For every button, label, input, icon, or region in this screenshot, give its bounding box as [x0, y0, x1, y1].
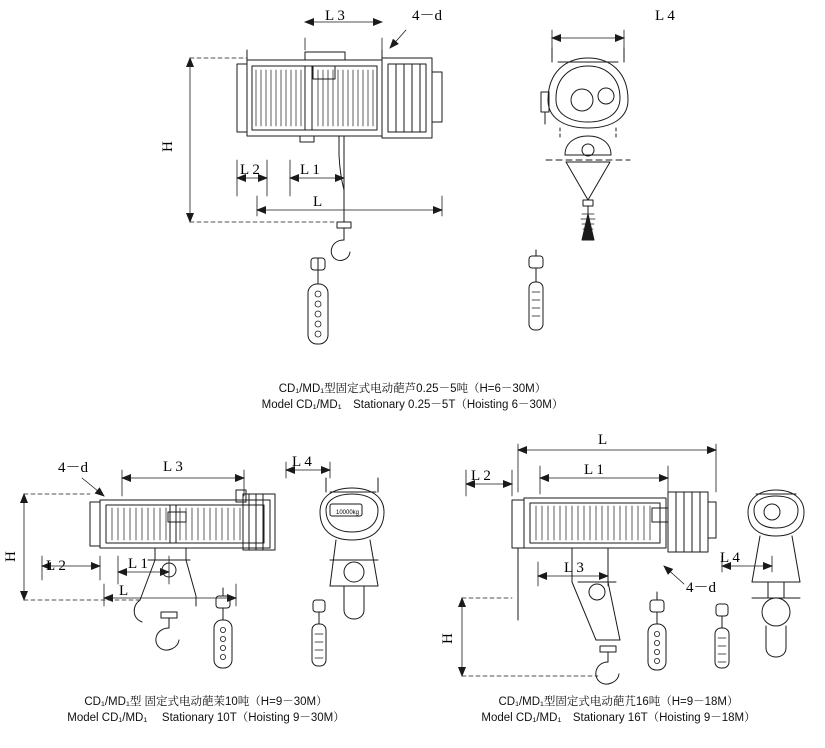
figure-top-end-dimensions [552, 30, 624, 48]
label-l4-bl: L 4 [292, 454, 312, 470]
label-l4-top: L 4 [655, 8, 675, 24]
label-l3-br: L 3 [564, 560, 584, 576]
caption-br-cn: CD₁/MD₁型固定式电动葩芁16吨（H=9－18M） [498, 696, 739, 708]
label-l2-bl: L 2 [46, 558, 66, 574]
label-l3-top: L 3 [325, 8, 345, 24]
caption-top-cn: CD₁/MD₁型固定式电动葩芦0.25－5吨（H=6－30M） [278, 383, 547, 395]
label-h-bl: H [3, 551, 19, 562]
figure-bl-dimensions [24, 470, 244, 606]
figure-br-dimensions [462, 444, 716, 676]
figure-bl-end-elevation [312, 478, 384, 666]
label-4d-br: 4－d [686, 580, 717, 596]
caption-bl-en: Model CD₁/MD₁ Stationary 10T（Hoisting 9－30M） [67, 712, 345, 724]
caption-figure-bottom-left [0, 694, 412, 726]
label-l1-br: L 1 [584, 462, 604, 478]
label-capacity-tag: 10000kg [336, 510, 360, 516]
label-h-br: H [440, 633, 456, 644]
label-l1-bl: L 1 [128, 556, 148, 572]
label-l2-top: L 2 [240, 162, 260, 178]
label-l3-bl: L 3 [163, 459, 183, 475]
label-l4-br: L 4 [720, 550, 740, 566]
label-l2-br: L 2 [471, 468, 491, 484]
caption-figure-bottom-right [412, 694, 825, 726]
caption-br-en: Model CD₁/MD₁ Stationary 16T（Hoisting 9－18M） [481, 712, 756, 724]
label-l1-top: L 1 [300, 162, 320, 178]
figure-br-end-elevation [715, 490, 804, 668]
caption-bl-cn: CD₁/MD₁型 固定式电动葩茉10吨（H=9－30M） [84, 696, 328, 708]
label-4d-bl: 4－d [58, 460, 89, 476]
caption-top-en: Model CD₁/MD₁ Stationary 0.25－5T（Hoisting 6－30M） [261, 399, 564, 411]
figure-top-end-elevation [529, 48, 630, 330]
label-h-top: H [160, 141, 176, 152]
label-4d-top: 4－d [412, 8, 443, 24]
caption-figure-top [0, 381, 825, 413]
label-l-br: L [598, 432, 608, 448]
label-l-bl: L [119, 583, 129, 599]
label-l-top: L [313, 194, 323, 210]
figure-top-side-elevation [237, 50, 442, 344]
